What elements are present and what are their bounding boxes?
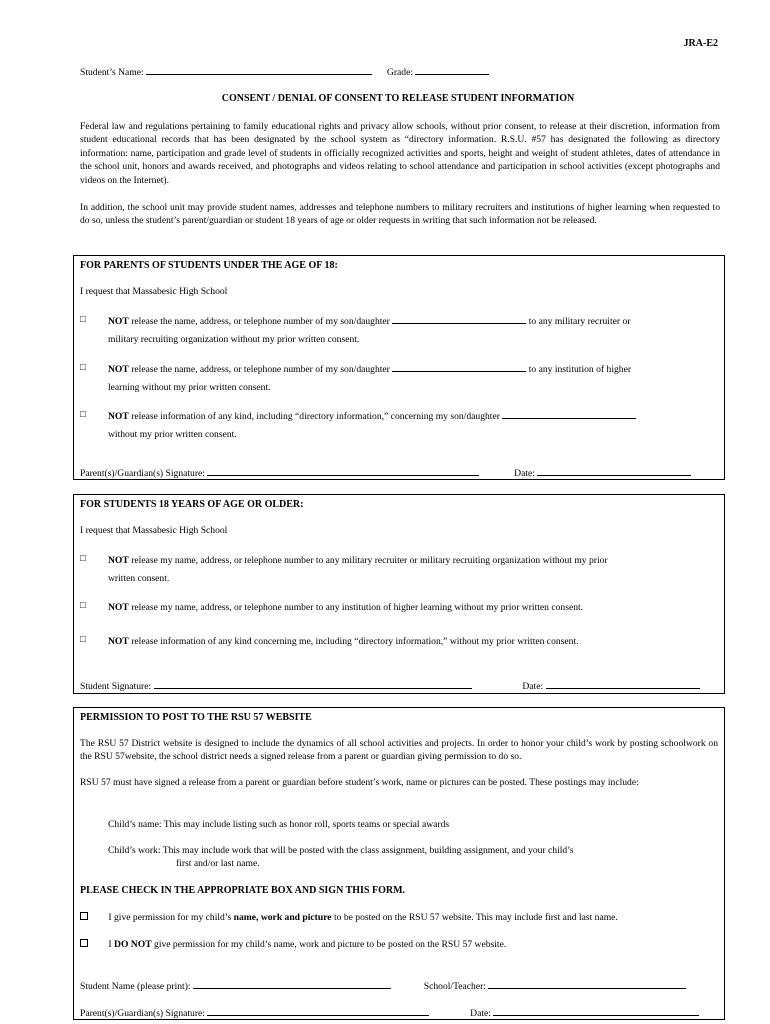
students-section-heading: FOR STUDENTS 18 YEARS OF AGE OR OLDER: [80, 499, 304, 510]
deny-permission-checkbox[interactable] [80, 939, 88, 947]
parents-request-text: I request that Massabesic High School [80, 286, 228, 297]
intro-paragraph-1: Federal law and regulations pertaining to family educational rights and privacy allow schools, without prior consent, to release at their discretion, information from student educational records that has been designated by the school system as “directory information. R.S.U. #57 has designated the following as directory information: name, participation and grade level of students in officially recognized activities and sports, height and weight of student athletes, dates of attendance in the school unit, honors and awards received, and photographs and videos relating to school attendance and participation in school activities (except photographs and videos on the Internet). [80, 121, 720, 186]
website-parent-signature-field[interactable] [207, 1005, 429, 1016]
option-text-line2: without my prior written consent. [108, 429, 237, 440]
website-parent-signature-label: Parent(s)/Guardian(s) Signature: [80, 1008, 205, 1019]
students-section [73, 494, 725, 694]
son-daughter-field-3[interactable] [502, 408, 636, 419]
students-request-text: I request that Massabesic High School [80, 525, 228, 536]
option-text: release information of any kind, including “directory information,” concerning my son/daughter [131, 411, 500, 422]
student-name-label: Student’s Name: [80, 67, 144, 78]
document-code: JRA-E2 [683, 38, 718, 49]
page-title: CONSENT / DENIAL OF CONSENT TO RELEASE STUDENT INFORMATION [221, 93, 575, 104]
not-label: NOT [108, 555, 129, 566]
checkbox-student-higher-learning[interactable]: □ [80, 600, 86, 611]
student-name-field[interactable] [146, 64, 372, 75]
student-signature-label: Student Signature: [80, 681, 152, 692]
option-text-after: to any institution of higher [528, 364, 632, 375]
student-date-label: Date: [522, 681, 544, 692]
childs-work-item: Child’s work: This may include work that will be posted with the class assignment, building assignment, and your child’s [108, 845, 574, 856]
give-permission-option [80, 911, 718, 924]
parent-signature-label: Parent(s)/Guardian(s) Signature: [80, 468, 205, 479]
not-label: NOT [108, 411, 129, 422]
option-text: release the name, address, or telephone number of my son/daughter [131, 364, 390, 375]
option-text-after: to any military recruiter or [528, 316, 631, 327]
parent-date-label: Date: [514, 468, 535, 479]
parents-section-heading: FOR PARENTS OF STUDENTS UNDER THE AGE OF 18: [80, 260, 338, 271]
website-date-label: Date: [470, 1008, 491, 1019]
parent-date-field[interactable] [537, 465, 691, 476]
website-paragraph-1: The RSU 57 District website is designed to include the dynamics of all school activities and projects. In order to honor your child’s work by posting schoolwork on the RSU 57website, the school district needs a signed release from a parent or guardian giving permission to do so. [80, 738, 718, 763]
option-text-line2: military recruiting organization without my prior written consent. [108, 334, 360, 345]
checkbox-student-military[interactable]: □ [80, 553, 86, 564]
give-permission-text-after: to be posted on the RSU 57 website. This may include first and last name. [333, 912, 618, 923]
website-section [73, 707, 725, 1020]
grade-label: Grade: [386, 67, 414, 78]
deny-permission-text: I [108, 939, 112, 950]
deny-permission-text-after: give permission for my child’s name, work and picture to be posted on the RSU 57 website. [154, 939, 507, 950]
deny-permission-option [80, 938, 718, 951]
checkbox-military[interactable]: □ [80, 314, 86, 325]
give-permission-bold: name, work and picture [233, 912, 332, 923]
deny-permission-bold: DO NOT [114, 939, 152, 950]
give-permission-checkbox[interactable] [80, 912, 88, 920]
son-daughter-field-2[interactable] [392, 361, 526, 372]
parents-section [73, 255, 725, 480]
checkbox-any-info[interactable]: □ [80, 409, 86, 420]
option-text: release information of any kind concerning me, including “directory information,” without my prior written consent. [131, 636, 579, 647]
check-instruction-heading: PLEASE CHECK IN THE APPROPRIATE BOX AND SIGN THIS FORM. [80, 885, 406, 896]
childs-work-item-line2: first and/or last name. [176, 858, 260, 869]
give-permission-text: I give permission for my child’s [108, 912, 232, 923]
student-info-line [80, 64, 489, 79]
option-text: release my name, address, or telephone number to any institution of higher learning without my prior written consent. [131, 602, 584, 613]
childs-name-item: Child’s name: This may include listing such as honor roll, sports teams or special awards [108, 819, 450, 830]
grade-field[interactable] [415, 64, 489, 75]
not-label: NOT [108, 364, 129, 375]
student-name-school-line [80, 978, 718, 993]
parents-signature-line [80, 465, 718, 480]
intro-paragraph-2: In addition, the school unit may provide student names, addresses and telephone numbers to military recruiters and institutions of higher learning when requested to do so, unless the student’s parent/guardian or student 18 years of age or older requests in writing that such information not be released. [80, 202, 720, 227]
website-signature-line [80, 1005, 718, 1020]
parent-signature-field[interactable] [207, 465, 479, 476]
option-text-line2: written consent. [108, 573, 170, 584]
student-date-field[interactable] [546, 678, 700, 689]
checkbox-higher-learning[interactable]: □ [80, 362, 86, 373]
school-teacher-field[interactable] [488, 978, 686, 989]
not-label: NOT [108, 602, 129, 613]
website-date-field[interactable] [493, 1005, 699, 1016]
not-label: NOT [108, 636, 129, 647]
school-teacher-label: School/Teacher: [423, 981, 486, 992]
option-text: release the name, address, or telephone number of my son/daughter [131, 316, 390, 327]
not-label: NOT [108, 316, 129, 327]
checkbox-student-any-info[interactable]: □ [80, 634, 86, 645]
student-signature-line [80, 678, 718, 693]
student-signature-field[interactable] [154, 678, 472, 689]
website-paragraph-2: RSU 57 must have signed a release from a parent or guardian before student’s work, name or pictures can be posted. These postings may include: [80, 777, 639, 788]
student-name-print-field[interactable] [193, 978, 391, 989]
student-name-print-label: Student Name (please print): [80, 981, 191, 992]
son-daughter-field-1[interactable] [392, 313, 526, 324]
website-section-heading: PERMISSION TO POST TO THE RSU 57 WEBSITE [80, 712, 312, 723]
option-text: release my name, address, or telephone number to any military recruiter or military recruiting organization without my prior [131, 555, 608, 566]
option-text-line2: learning without my prior written consent. [108, 382, 271, 393]
